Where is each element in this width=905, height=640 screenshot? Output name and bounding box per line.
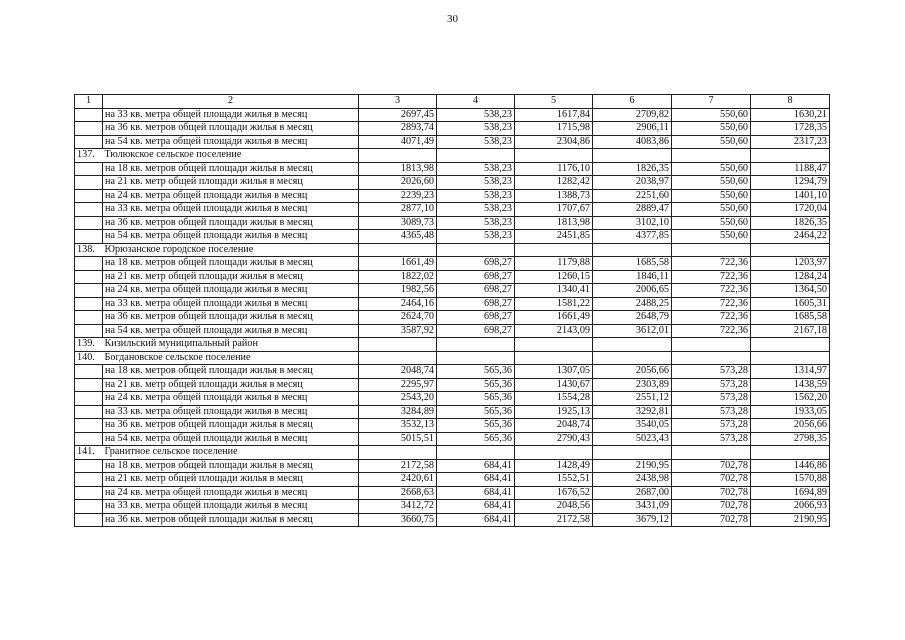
- row-number-cell: [75, 405, 103, 419]
- row-name-cell: на 36 кв. метров общей площади жилья в месяц: [103, 122, 359, 136]
- value-cell-col-8: 2056,66: [751, 419, 830, 433]
- value-cell-col-8: 1203,97: [751, 257, 830, 271]
- value-cell-col-3: [359, 149, 437, 163]
- value-cell-col-5: 2451,85: [515, 230, 593, 244]
- value-cell-col-7: 550,60: [672, 162, 751, 176]
- header-cell-8: 8: [751, 95, 830, 109]
- table-header-row: [75, 95, 830, 109]
- value-cell-col-4: 684,41: [437, 486, 515, 500]
- value-cell-col-8: [751, 149, 830, 163]
- table-row: [75, 351, 830, 365]
- value-cell-col-6: 2006,65: [593, 284, 672, 298]
- row-name-cell: на 36 кв. метров общей площади жилья в месяц: [103, 419, 359, 433]
- value-cell-col-3: 2893,74: [359, 122, 437, 136]
- header-cell-3: 3: [359, 95, 437, 109]
- value-cell-col-3: 2026,60: [359, 176, 437, 190]
- value-cell-col-6: 1846,11: [593, 270, 672, 284]
- value-cell-col-5: 1179,88: [515, 257, 593, 271]
- value-cell-col-7: 550,60: [672, 135, 751, 149]
- value-cell-col-8: 1438,59: [751, 378, 830, 392]
- value-cell-col-3: 3089,73: [359, 216, 437, 230]
- value-cell-col-3: 3412,72: [359, 500, 437, 514]
- row-name-cell: на 18 кв. метров общей площади жилья в месяц: [103, 459, 359, 473]
- row-name-cell: на 54 кв. метра общей площади жилья в месяц: [103, 324, 359, 338]
- value-cell-col-4: [437, 351, 515, 365]
- value-cell-col-3: 1982,56: [359, 284, 437, 298]
- value-cell-col-3: 1822,02: [359, 270, 437, 284]
- row-number-cell: [75, 230, 103, 244]
- value-cell-col-5: 2143,09: [515, 324, 593, 338]
- row-number-cell: [75, 189, 103, 203]
- table-row: [75, 203, 830, 217]
- value-cell-col-6: 3540,05: [593, 419, 672, 433]
- table-row: [75, 459, 830, 473]
- value-cell-col-6: 5023,43: [593, 432, 672, 446]
- value-cell-col-5: 1428,49: [515, 459, 593, 473]
- value-cell-col-6: 1826,35: [593, 162, 672, 176]
- value-cell-col-6: [593, 351, 672, 365]
- row-name-cell: на 36 кв. метров общей площади жилья в месяц: [103, 513, 359, 527]
- value-cell-col-4: 698,27: [437, 297, 515, 311]
- value-cell-col-6: 2889,47: [593, 203, 672, 217]
- table-row: [75, 176, 830, 190]
- row-number-cell: [75, 459, 103, 473]
- value-cell-col-4: 538,23: [437, 135, 515, 149]
- row-number-cell: [75, 432, 103, 446]
- value-cell-col-6: 3102,10: [593, 216, 672, 230]
- table-row: [75, 378, 830, 392]
- value-cell-col-8: 1685,58: [751, 311, 830, 325]
- value-cell-col-6: 2190,95: [593, 459, 672, 473]
- value-cell-col-8: [751, 243, 830, 257]
- row-name-cell: на 33 кв. метра общей площади жилья в месяц: [103, 108, 359, 122]
- value-cell-col-7: 573,28: [672, 365, 751, 379]
- value-cell-col-3: 2464,16: [359, 297, 437, 311]
- row-number-cell: 139.: [75, 338, 103, 352]
- value-cell-col-8: [751, 446, 830, 460]
- value-cell-col-3: 2697,45: [359, 108, 437, 122]
- value-cell-col-7: 702,78: [672, 459, 751, 473]
- row-name-cell: на 21 кв. метр общей площади жилья в месяц: [103, 270, 359, 284]
- value-cell-col-3: 2877,10: [359, 203, 437, 217]
- row-name-cell: на 33 кв. метра общей площади жилья в месяц: [103, 405, 359, 419]
- value-cell-col-8: 1933,05: [751, 405, 830, 419]
- value-cell-col-8: 1720,04: [751, 203, 830, 217]
- value-cell-col-3: [359, 351, 437, 365]
- row-number-cell: [75, 162, 103, 176]
- value-cell-col-5: [515, 446, 593, 460]
- value-cell-col-5: 1581,22: [515, 297, 593, 311]
- value-cell-col-5: 1554,28: [515, 392, 593, 406]
- value-cell-col-8: 1826,35: [751, 216, 830, 230]
- value-cell-col-8: 1314,97: [751, 365, 830, 379]
- value-cell-col-6: 2488,25: [593, 297, 672, 311]
- row-name-cell: на 18 кв. метров общей площади жилья в месяц: [103, 365, 359, 379]
- section-name-cell: Богдановское сельское поселение: [103, 351, 359, 365]
- row-number-cell: [75, 486, 103, 500]
- value-cell-col-4: 538,23: [437, 162, 515, 176]
- table-row: [75, 122, 830, 136]
- table-row: [75, 189, 830, 203]
- value-cell-col-6: 3679,12: [593, 513, 672, 527]
- row-number-cell: [75, 122, 103, 136]
- table-body: [75, 95, 830, 527]
- value-cell-col-8: 1694,89: [751, 486, 830, 500]
- value-cell-col-3: 1813,98: [359, 162, 437, 176]
- header-cell-2: 2: [103, 95, 359, 109]
- value-cell-col-5: 1282,42: [515, 176, 593, 190]
- value-cell-col-6: 1685,58: [593, 257, 672, 271]
- value-cell-col-3: 3532,13: [359, 419, 437, 433]
- value-cell-col-5: 1388,73: [515, 189, 593, 203]
- value-cell-col-6: 2303,89: [593, 378, 672, 392]
- value-cell-col-4: 684,41: [437, 473, 515, 487]
- table-row: [75, 149, 830, 163]
- value-cell-col-7: [672, 446, 751, 460]
- section-name-cell: Юрюзанское городское поселение: [103, 243, 359, 257]
- value-cell-col-8: 1188,47: [751, 162, 830, 176]
- value-cell-col-6: 4083,86: [593, 135, 672, 149]
- value-cell-col-4: [437, 243, 515, 257]
- value-cell-col-5: [515, 338, 593, 352]
- value-cell-col-7: 573,28: [672, 392, 751, 406]
- value-cell-col-6: [593, 338, 672, 352]
- value-cell-col-8: 1630,21: [751, 108, 830, 122]
- value-cell-col-6: 2038,97: [593, 176, 672, 190]
- table-row: [75, 432, 830, 446]
- value-cell-col-3: 4365,48: [359, 230, 437, 244]
- row-number-cell: [75, 311, 103, 325]
- value-cell-col-7: 722,36: [672, 257, 751, 271]
- value-cell-col-5: 2048,74: [515, 419, 593, 433]
- value-cell-col-7: 722,36: [672, 297, 751, 311]
- row-name-cell: на 24 кв. метра общей площади жилья в месяц: [103, 189, 359, 203]
- row-name-cell: на 33 кв. метра общей площади жилья в месяц: [103, 500, 359, 514]
- table-row: [75, 324, 830, 338]
- value-cell-col-4: 565,36: [437, 392, 515, 406]
- value-cell-col-7: 573,28: [672, 419, 751, 433]
- row-number-cell: [75, 500, 103, 514]
- value-cell-col-7: 722,36: [672, 284, 751, 298]
- table-row: [75, 216, 830, 230]
- value-cell-col-5: 1176,10: [515, 162, 593, 176]
- value-cell-col-8: 2190,95: [751, 513, 830, 527]
- row-number-cell: [75, 270, 103, 284]
- value-cell-col-4: 538,23: [437, 203, 515, 217]
- table-row: [75, 311, 830, 325]
- row-name-cell: на 36 кв. метров общей площади жилья в месяц: [103, 216, 359, 230]
- row-name-cell: на 54 кв. метра общей площади жилья в месяц: [103, 135, 359, 149]
- row-number-cell: [75, 176, 103, 190]
- value-cell-col-3: 2172,58: [359, 459, 437, 473]
- row-name-cell: на 54 кв. метра общей площади жилья в месяц: [103, 432, 359, 446]
- value-cell-col-6: [593, 446, 672, 460]
- value-cell-col-3: 2048,74: [359, 365, 437, 379]
- value-cell-col-3: [359, 446, 437, 460]
- value-cell-col-5: 1661,49: [515, 311, 593, 325]
- value-cell-col-7: 550,60: [672, 189, 751, 203]
- value-cell-col-6: 3292,81: [593, 405, 672, 419]
- value-cell-col-5: 2790,43: [515, 432, 593, 446]
- value-cell-col-7: 573,28: [672, 432, 751, 446]
- table-row: [75, 500, 830, 514]
- value-cell-col-4: 698,27: [437, 284, 515, 298]
- value-cell-col-3: 3284,89: [359, 405, 437, 419]
- value-cell-col-7: 722,36: [672, 311, 751, 325]
- value-cell-col-5: 1552,51: [515, 473, 593, 487]
- value-cell-col-4: 684,41: [437, 513, 515, 527]
- value-cell-col-5: 2304,86: [515, 135, 593, 149]
- value-cell-col-6: 3431,09: [593, 500, 672, 514]
- value-cell-col-8: 1728,35: [751, 122, 830, 136]
- value-cell-col-6: 2438,98: [593, 473, 672, 487]
- table-row: [75, 108, 830, 122]
- row-name-cell: на 21 кв. метр общей площади жилья в месяц: [103, 176, 359, 190]
- value-cell-col-3: 2668,63: [359, 486, 437, 500]
- value-cell-col-6: 2251,60: [593, 189, 672, 203]
- row-name-cell: на 24 кв. метра общей площади жилья в месяц: [103, 392, 359, 406]
- value-cell-col-4: [437, 446, 515, 460]
- value-cell-col-4: 538,23: [437, 176, 515, 190]
- value-cell-col-4: 698,27: [437, 270, 515, 284]
- value-cell-col-3: [359, 338, 437, 352]
- value-cell-col-4: 698,27: [437, 324, 515, 338]
- value-cell-col-4: [437, 149, 515, 163]
- value-cell-col-3: 1661,49: [359, 257, 437, 271]
- value-cell-col-5: [515, 243, 593, 257]
- row-name-cell: на 54 кв. метра общей площади жилья в месяц: [103, 230, 359, 244]
- value-cell-col-5: 1617,84: [515, 108, 593, 122]
- value-cell-col-8: 2167,18: [751, 324, 830, 338]
- value-cell-col-6: 2056,66: [593, 365, 672, 379]
- value-cell-col-7: 702,78: [672, 473, 751, 487]
- value-cell-col-6: 3612,01: [593, 324, 672, 338]
- value-cell-col-7: 550,60: [672, 122, 751, 136]
- table-row: [75, 243, 830, 257]
- table-row: [75, 513, 830, 527]
- table-row: [75, 392, 830, 406]
- value-cell-col-6: 2687,00: [593, 486, 672, 500]
- value-cell-col-4: 565,36: [437, 419, 515, 433]
- value-cell-col-6: 2906,11: [593, 122, 672, 136]
- value-cell-col-7: 550,60: [672, 176, 751, 190]
- value-cell-col-4: 565,36: [437, 432, 515, 446]
- header-cell-6: 6: [593, 95, 672, 109]
- value-cell-col-6: 2648,79: [593, 311, 672, 325]
- value-cell-col-5: 1676,52: [515, 486, 593, 500]
- header-cell-7: 7: [672, 95, 751, 109]
- table-row: [75, 365, 830, 379]
- value-cell-col-8: 1562,20: [751, 392, 830, 406]
- value-cell-col-5: 1925,13: [515, 405, 593, 419]
- section-name-cell: Гранитное сельское поселение: [103, 446, 359, 460]
- table-row: [75, 135, 830, 149]
- row-number-cell: [75, 419, 103, 433]
- value-cell-col-8: 2464,22: [751, 230, 830, 244]
- row-name-cell: на 21 кв. метр общей площади жилья в месяц: [103, 378, 359, 392]
- row-number-cell: [75, 513, 103, 527]
- row-name-cell: на 24 кв. метра общей площади жилья в месяц: [103, 486, 359, 500]
- value-cell-col-8: 1294,79: [751, 176, 830, 190]
- value-cell-col-5: 1715,98: [515, 122, 593, 136]
- table-row: [75, 419, 830, 433]
- row-name-cell: на 33 кв. метра общей площади жилья в месяц: [103, 203, 359, 217]
- value-cell-col-4: 698,27: [437, 311, 515, 325]
- value-cell-col-3: 2239,23: [359, 189, 437, 203]
- value-cell-col-4: 565,36: [437, 365, 515, 379]
- table-row: [75, 270, 830, 284]
- value-cell-col-4: 538,23: [437, 189, 515, 203]
- row-number-cell: [75, 216, 103, 230]
- value-cell-col-3: 5015,51: [359, 432, 437, 446]
- value-cell-col-7: 722,36: [672, 270, 751, 284]
- value-cell-col-8: 1605,31: [751, 297, 830, 311]
- row-number-cell: [75, 284, 103, 298]
- value-cell-col-4: 565,36: [437, 378, 515, 392]
- table-row: [75, 338, 830, 352]
- value-cell-col-8: 1284,24: [751, 270, 830, 284]
- value-cell-col-8: 1401,10: [751, 189, 830, 203]
- value-cell-col-5: 1707,67: [515, 203, 593, 217]
- value-cell-col-4: 684,41: [437, 500, 515, 514]
- value-cell-col-7: 573,28: [672, 378, 751, 392]
- value-cell-col-4: 538,23: [437, 108, 515, 122]
- tariff-table: [74, 94, 830, 527]
- value-cell-col-4: 684,41: [437, 459, 515, 473]
- value-cell-col-3: [359, 243, 437, 257]
- value-cell-col-7: 702,78: [672, 486, 751, 500]
- value-cell-col-6: 4377,85: [593, 230, 672, 244]
- value-cell-col-4: 538,23: [437, 122, 515, 136]
- value-cell-col-7: 550,60: [672, 203, 751, 217]
- section-name-cell: Тюлюкское сельское поселение: [103, 149, 359, 163]
- row-name-cell: на 36 кв. метров общей площади жилья в месяц: [103, 311, 359, 325]
- table-row: [75, 284, 830, 298]
- value-cell-col-8: 1446,86: [751, 459, 830, 473]
- row-number-cell: 141.: [75, 446, 103, 460]
- value-cell-col-5: [515, 149, 593, 163]
- value-cell-col-7: [672, 338, 751, 352]
- row-number-cell: 138.: [75, 243, 103, 257]
- row-number-cell: [75, 297, 103, 311]
- value-cell-col-6: [593, 243, 672, 257]
- value-cell-col-4: 538,23: [437, 230, 515, 244]
- value-cell-col-7: [672, 243, 751, 257]
- row-name-cell: на 24 кв. метра общей площади жилья в месяц: [103, 284, 359, 298]
- row-number-cell: 137.: [75, 149, 103, 163]
- table-row: [75, 473, 830, 487]
- table-row: [75, 446, 830, 460]
- row-number-cell: [75, 108, 103, 122]
- row-number-cell: [75, 392, 103, 406]
- row-number-cell: [75, 324, 103, 338]
- value-cell-col-7: [672, 149, 751, 163]
- row-number-cell: 140.: [75, 351, 103, 365]
- value-cell-col-3: 4071,49: [359, 135, 437, 149]
- row-number-cell: [75, 378, 103, 392]
- value-cell-col-5: 1430,67: [515, 378, 593, 392]
- value-cell-col-3: 2420,61: [359, 473, 437, 487]
- value-cell-col-7: [672, 351, 751, 365]
- table-row: [75, 257, 830, 271]
- value-cell-col-5: 1260,15: [515, 270, 593, 284]
- value-cell-col-8: 1570,88: [751, 473, 830, 487]
- header-cell-1: 1: [75, 95, 103, 109]
- row-name-cell: на 33 кв. метра общей площади жилья в месяц: [103, 297, 359, 311]
- header-cell-4: 4: [437, 95, 515, 109]
- value-cell-col-3: 2624,70: [359, 311, 437, 325]
- value-cell-col-4: 565,36: [437, 405, 515, 419]
- value-cell-col-5: 1340,41: [515, 284, 593, 298]
- table-row: [75, 486, 830, 500]
- value-cell-col-5: [515, 351, 593, 365]
- row-number-cell: [75, 203, 103, 217]
- value-cell-col-5: 2048,56: [515, 500, 593, 514]
- value-cell-col-3: 2295,97: [359, 378, 437, 392]
- row-number-cell: [75, 365, 103, 379]
- value-cell-col-7: 550,60: [672, 216, 751, 230]
- row-number-cell: [75, 473, 103, 487]
- value-cell-col-3: 2543,20: [359, 392, 437, 406]
- value-cell-col-3: 3660,75: [359, 513, 437, 527]
- value-cell-col-7: 550,60: [672, 230, 751, 244]
- value-cell-col-8: 2066,93: [751, 500, 830, 514]
- row-name-cell: на 21 кв. метр общей площади жилья в месяц: [103, 473, 359, 487]
- value-cell-col-6: 2551,12: [593, 392, 672, 406]
- row-name-cell: на 18 кв. метров общей площади жилья в месяц: [103, 257, 359, 271]
- value-cell-col-8: 1364,50: [751, 284, 830, 298]
- value-cell-col-8: [751, 338, 830, 352]
- table-row: [75, 162, 830, 176]
- value-cell-col-4: 538,23: [437, 216, 515, 230]
- section-name-cell: Кизильский муниципальный район: [103, 338, 359, 352]
- page-number: 30: [447, 13, 458, 25]
- value-cell-col-6: [593, 149, 672, 163]
- table-row: [75, 297, 830, 311]
- row-name-cell: на 18 кв. метров общей площади жилья в месяц: [103, 162, 359, 176]
- value-cell-col-7: 702,78: [672, 500, 751, 514]
- header-cell-5: 5: [515, 95, 593, 109]
- value-cell-col-7: 550,60: [672, 108, 751, 122]
- value-cell-col-7: 573,28: [672, 405, 751, 419]
- row-number-cell: [75, 257, 103, 271]
- value-cell-col-7: 702,78: [672, 513, 751, 527]
- value-cell-col-3: 3587,92: [359, 324, 437, 338]
- value-cell-col-8: 2798,35: [751, 432, 830, 446]
- value-cell-col-5: 2172,58: [515, 513, 593, 527]
- value-cell-col-4: [437, 338, 515, 352]
- value-cell-col-8: [751, 351, 830, 365]
- value-cell-col-5: 1307,05: [515, 365, 593, 379]
- table-row: [75, 405, 830, 419]
- row-number-cell: [75, 135, 103, 149]
- value-cell-col-4: 698,27: [437, 257, 515, 271]
- table-row: [75, 230, 830, 244]
- value-cell-col-8: 2317,23: [751, 135, 830, 149]
- value-cell-col-7: 722,36: [672, 324, 751, 338]
- value-cell-col-6: 2709,82: [593, 108, 672, 122]
- value-cell-col-5: 1813,98: [515, 216, 593, 230]
